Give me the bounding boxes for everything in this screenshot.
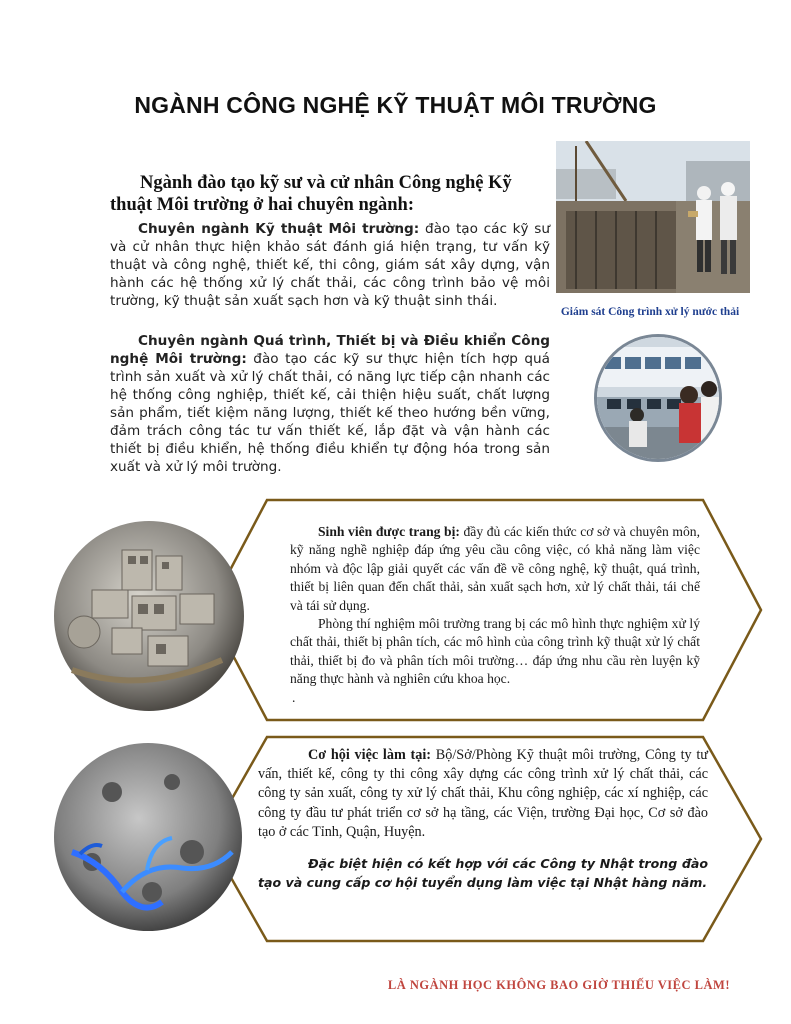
equipped-section — [290, 523, 700, 707]
major-2-name: Chuyên ngành Quá trình, Thiết bị và Điều khiển Công nghệ Môi trường: — [110, 333, 550, 367]
photo-caption: Giám sát Công trình xử lý nước thải — [560, 306, 740, 318]
jobs-description: Bộ/Sở/Phòng Kỹ thuật môi trường, Công ty tư vấn, thiết kế, công ty thi công xây dựng các công trình xử lý chất thải, các công ty sản xuất, công ty xử lý chất thải, Khu công nghiệp, các xí nghiệp, các công ty đầu tư phát triển cơ sở hạ tầng, các Viện, trường Đại học, Cơ sở đào tạo ở các Tỉnh, Quận, Huyện. — [258, 747, 709, 840]
intro-heading: Ngành đào tạo kỹ sư và cử nhân Công nghệ Kỹ thuật Môi trường ở hai chuyên ngành: — [110, 173, 512, 215]
major-1-description: đào tạo các kỹ sư và cử nhân thực hiện khảo sát đánh giá hiện trạng, tư vấn kỹ thuật và công nghệ, thiết kế, thi công, giám sát xây dựng, vận hành các hệ thống xử lý chất thải, các công trình bảo vệ môi trường, kỹ thuật sản xuất sạch hơn và kỹ thuật sinh thái. — [110, 221, 550, 309]
treatment-plant-sphere-image — [52, 520, 246, 712]
lab-paragraph: Phòng thí nghiệm môi trường trang bị các mô hình thực nghiệm xử lý chất thải, thiết bị phân tích, các mô hình của công trình kỹ thuật xử lý chất thải, thiết bị đo và phân tích môi trường… đáp ứng nhu cầu rèn luyện kỹ năng thực hành và nghiên cứu khoa học. — [290, 616, 700, 687]
major-environmental-engineering — [110, 220, 550, 310]
japan-partnership-note: Đặc biệt hiện có kết hợp với các Công ty Nhật trong đào tạo và cung cấp cơ hội tuyển dụng làm việc tại Nhật hàng năm. — [258, 856, 708, 891]
equipped-lead: Sinh viên được trang bị: — [318, 524, 460, 539]
equipped-description: đầy đủ các kiến thức cơ sở và chuyên môn, kỹ năng nghề nghiệp đáp ứng yêu cầu công việc, có khả năng làm việc nhóm và độc lập giải quyết các vấn đề về công nghệ, kỹ thuật, quá trình, thiết bị liên quan đến chất thải, sản xuất sạch hơn, xử lý chất thải, tái chế và tái sử dụng. — [290, 524, 700, 613]
page-title: NGÀNH CÔNG NGHỆ KỸ THUẬT MÔI TRƯỜNG — [134, 92, 657, 118]
equipped-paragraph — [290, 523, 700, 615]
jobs-paragraph — [258, 746, 708, 842]
slogan: LÀ NGÀNH HỌC KHÔNG BAO GIỜ THIẾU VIỆC LÀM! — [387, 978, 730, 992]
major-process-equipment-control — [110, 332, 550, 476]
major-2-description: đào tạo các kỹ sư thực hiện tích hợp quá trình sản xuất và xử lý chất thải, có năng lực tiếp cận nhanh các hệ thống công nghiệp, thiết kế, cải thiện hiệu suất, chất lượng sản phẩm, tiết kiệm năng lượng, thiết kế theo hướng bền vững, đảm trách công tác tư vấn thiết kế, lắp đặt và vận hành các thiết bị điều khiển, hệ thống điều khiển tự động hóa trong sản xuất và xử lý môi trường. — [110, 351, 550, 475]
control-room-photo — [594, 334, 722, 462]
major-1-name: Chuyên ngành Kỹ thuật Môi trường: — [138, 221, 420, 237]
waterway-map-sphere-image — [52, 742, 244, 932]
trailing-dot: . — [292, 689, 296, 705]
jobs-lead: Cơ hội việc làm tại: — [308, 747, 432, 763]
wastewater-supervision-photo — [556, 141, 750, 293]
jobs-section — [258, 746, 708, 892]
